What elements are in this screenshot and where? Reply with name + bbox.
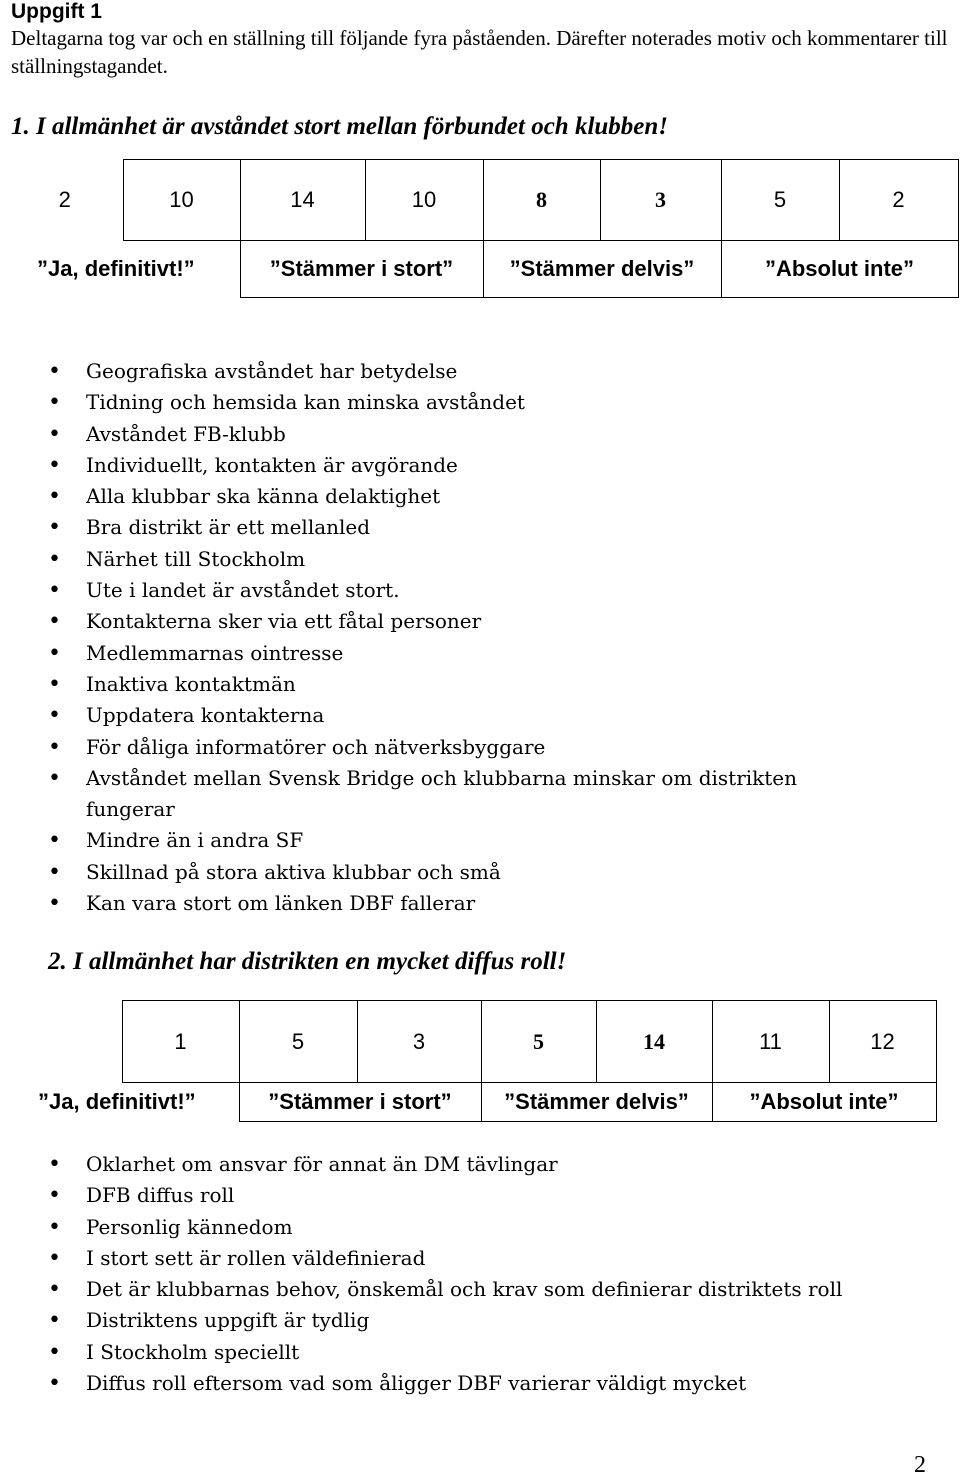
intro-text: Deltagarna tog var och en ställning till följande fyra påståenden. Därefter noterades motiv och kommentarer till ställningstagandet. xyxy=(11,26,948,78)
list-item: • För dåliga informatörer och nätverksbyggare xyxy=(48,734,546,760)
q2-count-2: 5 xyxy=(291,1028,305,1054)
list-item: • I Stockholm speciellt xyxy=(48,1339,300,1365)
q1-option-yes: ”Ja, definitivt!” xyxy=(37,256,195,282)
question-2-comments xyxy=(0,1149,886,1399)
list-item: • Närhet till Stockholm xyxy=(48,546,306,572)
q2-option-mostly: ”Stämmer i stort” xyxy=(268,1089,452,1114)
q2-option-no: ”Absolut inte” xyxy=(749,1089,899,1114)
list-item: • Avståndet FB-klubb xyxy=(48,421,286,447)
q1-count-8: 2 xyxy=(892,187,905,212)
list-item: • Mindre än i andra SF xyxy=(48,828,304,854)
list-item: • Avståndet mellan Svensk Bridge och klubbarna minskar om distrikten fungerar xyxy=(48,765,798,822)
q1-count-6: 3 xyxy=(655,187,666,212)
q2-count-4: 5 xyxy=(533,1028,544,1054)
list-item: • Tidning och hemsida kan minska avståndet xyxy=(48,390,525,416)
q2-count-6: 11 xyxy=(759,1028,782,1054)
list-item: • Individuellt, kontakten är avgörande xyxy=(48,452,458,478)
q2-count-5: 14 xyxy=(643,1028,665,1054)
list-item: • Diffus roll eftersom vad som åligger DBF varierar väldigt mycket xyxy=(48,1371,747,1397)
list-item: • Kan vara stort om länken DBF fallerar xyxy=(48,891,476,917)
list-item: • Skillnad på stora aktiva klubbar och små xyxy=(48,859,501,885)
list-item: • Uppdatera kontakterna xyxy=(48,703,325,729)
question-2-title: 2. I allmänhet har distrikten en mycket diffus roll! xyxy=(48,948,567,975)
list-item: • Inaktiva kontaktmän xyxy=(48,671,296,697)
list-item: • Det är klubbarnas behov, önskemål och krav som definierar distriktets roll xyxy=(48,1277,843,1303)
question-1-title: 1. I allmänhet är avståndet stort mellan förbundet och klubben! xyxy=(11,113,669,140)
q1-count-2: 10 xyxy=(169,187,194,212)
q1-count-1: 2 xyxy=(58,187,71,212)
question-1-vote-table xyxy=(7,159,959,298)
list-item: • I stort sett är rollen väldefinierad xyxy=(48,1245,426,1271)
list-item: • Oklarhet om ansvar för annat än DM tävlingar xyxy=(48,1152,558,1177)
q2-count-1: 1 xyxy=(174,1028,187,1054)
question-2-vote-table xyxy=(6,1000,937,1122)
q1-count-5: 8 xyxy=(536,187,547,212)
q1-count-7: 5 xyxy=(773,187,787,212)
q1-count-3: 14 xyxy=(290,187,315,212)
list-item: • Geografiska avståndet har betydelse xyxy=(48,359,458,384)
list-item: • Bra distrikt är ett mellanled xyxy=(48,515,371,541)
list-item: • Medlemmarnas ointresse xyxy=(48,640,344,666)
list-item: • Alla klubbar ska känna delaktighet xyxy=(48,484,441,510)
page-number: 2 xyxy=(914,1452,926,1478)
list-item: • Distriktens uppgift är tydlig xyxy=(48,1308,370,1334)
q2-option-yes: ”Ja, definitivt!” xyxy=(38,1089,196,1115)
question-1-comments xyxy=(0,356,886,919)
q2-count-3: 3 xyxy=(412,1028,426,1054)
list-item: • Ute i landet är avståndet stort. xyxy=(48,578,400,604)
list-item: • Kontakterna sker via ett fåtal personer xyxy=(48,609,482,635)
q1-count-4: 10 xyxy=(411,187,437,212)
q1-option-no: ”Absolut inte” xyxy=(764,256,915,281)
q2-option-partly: ”Stämmer delvis” xyxy=(504,1089,689,1114)
q1-option-mostly: ”Stämmer i stort” xyxy=(269,256,454,281)
q1-option-partly: ”Stämmer delvis” xyxy=(509,256,695,281)
task-title: Uppgift 1 xyxy=(11,0,102,23)
list-item: • DFB diffus roll xyxy=(48,1183,235,1209)
q2-count-7: 12 xyxy=(870,1028,895,1054)
list-item: • Personlig kännedom xyxy=(48,1214,293,1240)
